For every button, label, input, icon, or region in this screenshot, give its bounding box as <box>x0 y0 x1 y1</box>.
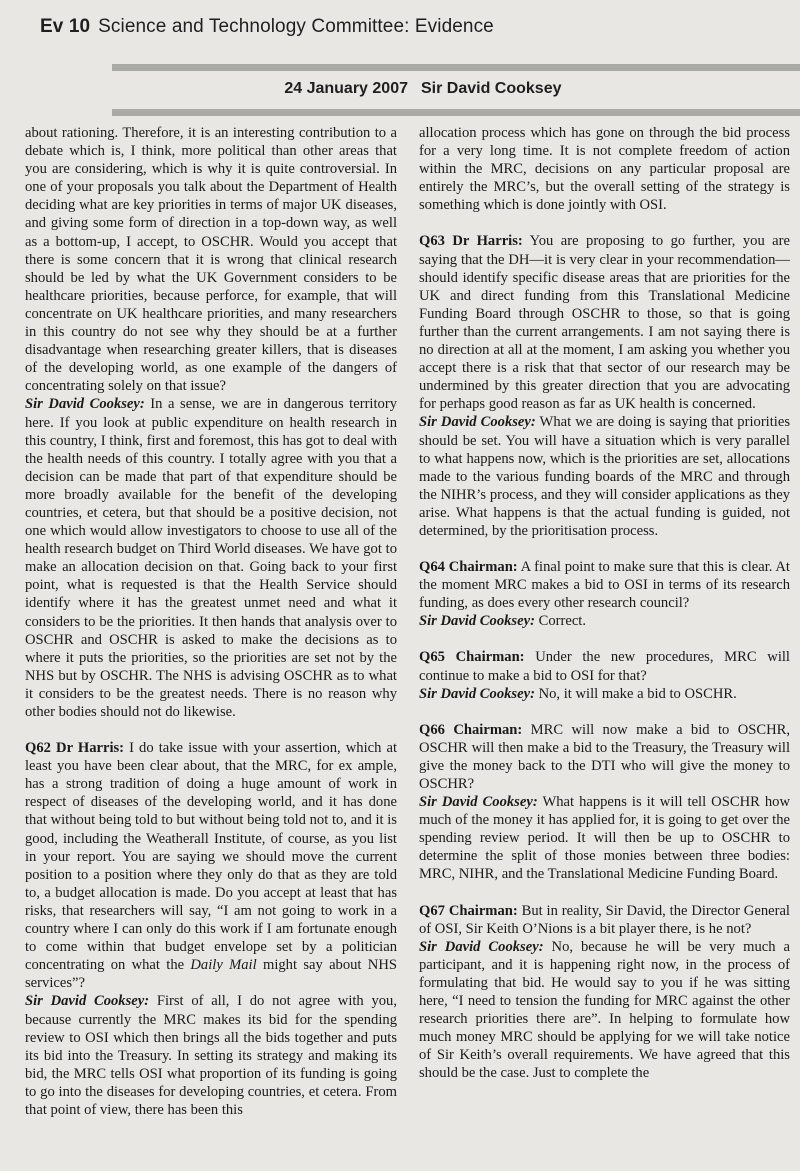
left-column <box>25 124 397 1119</box>
paragraph-text: allocation process which has gone on through the bid process for a very long time. It is not complete freedom of action within the MRC, decisions on any particular proposal are entirely the MRC’s, but the overall setting of the strategy is something which is done jointly with OSI. <box>419 125 790 214</box>
header-rule-bottom <box>112 109 800 116</box>
question-number: Q63 <box>419 233 445 250</box>
answer-paragraph <box>419 793 790 883</box>
speaker-name: Sir David Cooksey: <box>419 414 536 431</box>
answer-paragraph <box>25 992 397 1119</box>
question-number: Q67 <box>419 902 445 919</box>
paragraph-text: First of all, I do not agree with you, because currently the MRC makes its bid for the spending review to OSI which then brings all the bids together and puts its bid into the Treasury. In setting its strategy and making its bid, the MRC tells OSI what proportion of its funding is going to go into the diseases for developing countries, et cetera. From that point of view, there has been this <box>25 993 397 1118</box>
speaker-name: Sir David Cooksey: <box>25 993 150 1010</box>
paragraph-text: But in reality, Sir David, the Director General of OSI, Sir Keith O’Nions is a bit player there, is he not? <box>419 902 790 937</box>
paragraph-text: might say about NHS services”? <box>25 957 397 992</box>
newspaper-name: Daily Mail <box>190 957 257 974</box>
paragraph-text: about rationing. Therefore, it is an interesting contribution to a debate which is, I think, more political than other areas that you are considering, which is why it is quite controversial. In one of your proposals you talk about the Department of Health deciding what are key priorities in terms of major UK diseases, and giving some form of direction in a top-down way, as well as a bottom-up, I accept, to OSCHR. Would you accept that there is some concern that it is wrong that clinical research should be led by what the UK Government considers to be healthcare priorities, because perforce, for example, that will concentrate on UK healthcare priorities, and many researchers in this country do not see why they should be at a further disadvantage when researching greater killers, that is diseases of the developing world, as one example of the dangers of concentrating solely on that issue? <box>25 125 397 395</box>
paragraph-text: What happens is it will tell OSCHR how much of the money it has applied for, it is going to get over the spending review period. It will then be up to OSCHR to determine the split of those monies between three bodies: MRC, NIHR, and the Translational Medicine Funding Board. <box>419 794 790 883</box>
page-label: Ev 10 <box>40 16 91 37</box>
answer-paragraph <box>419 938 790 1083</box>
paragraph-text: Under the new procedures, MRC will continue to make a bid to OSI for that? <box>419 649 790 684</box>
question-number: Q66 <box>419 721 445 738</box>
header-rule-top <box>112 64 800 71</box>
question-number: Q64 <box>419 559 445 576</box>
continued-paragraph <box>25 124 397 395</box>
speaker-name: Sir David Cooksey: <box>419 794 538 811</box>
speaker-name: Sir David Cooksey: <box>419 613 535 630</box>
question-number: Q62 <box>25 740 51 757</box>
speaker-name: Sir David Cooksey: <box>419 938 544 955</box>
speaker-name: Chairman: <box>453 721 523 738</box>
session-date: 24 January 2007 <box>284 80 408 97</box>
paragraph-text: A final point to make sure that this is clear. At the moment MRC makes a bid to OSI in terms of its research funding, as does every other research council? <box>419 559 790 612</box>
speaker-name: Dr Harris: <box>452 233 523 250</box>
question-paragraph <box>419 558 790 612</box>
question-paragraph <box>419 232 790 413</box>
speaker-name: Chairman: <box>455 649 525 666</box>
answer-paragraph <box>419 413 790 540</box>
answer-paragraph <box>419 612 790 630</box>
publication-title: Science and Technology Committee: Evidence <box>98 16 494 37</box>
answer-paragraph <box>419 685 790 703</box>
question-paragraph <box>419 721 790 793</box>
running-head <box>40 16 494 38</box>
paragraph-text: What we are doing is saying that priorities should be set. You will have a situation which is very parallel to what happens now, which is the priorities are set, allocations made to the various funding boards of the MRC and through the NIHR’s process, and they will consider applications as they arise. What happens is that the actual funding is guided, not determined, by the prioritisation process. <box>419 414 790 539</box>
paragraph-text: No, it will make a bid to OSCHR. <box>534 685 737 702</box>
paragraph-text: I do take issue with your assertion, which at least you have been clear about, that the MRC, for ex ample, has a strong tradition of doing a huge amount of work in respect of diseases of the developing world, and it has done that without being told to but without being told not to, and it is good, including the Weatherall Institute, of course, as you list in your report. You are saying we should move the current position to a position where they only do that as they are told to, a budget allocation is made. Do you accept at least that has risks, that researchers will say, “I am not going to work in a country where I can only do this work if I am fortunate enough to come within that budget envelope set by a politician concentrating on what the <box>25 740 397 974</box>
paragraph-text: Correct. <box>534 613 586 630</box>
speaker-name: Dr Harris: <box>56 740 125 757</box>
witness-name: Sir David Cooksey <box>421 80 562 97</box>
speaker-name: Chairman: <box>448 902 518 919</box>
paragraph-text: MRC will now make a bid to OSCHR, OSCHR will then make a bid to the Treasury, the Treasury will give the money back to the DTI who will give the money to OSCHR? <box>419 721 790 792</box>
question-paragraph <box>419 648 790 684</box>
question-paragraph <box>419 902 790 938</box>
speaker-name: Sir David Cooksey: <box>419 685 535 702</box>
speaker-name: Sir David Cooksey: <box>25 396 145 413</box>
right-column <box>419 124 790 1083</box>
question-paragraph <box>25 739 397 992</box>
continued-paragraph <box>419 124 790 214</box>
paragraph-text: No, because he will be very much a participant, and it is happening right now, in the process of formulating that bid. He would say to you if he was sitting here, “I need to tension the funding for MRC against the other research priorities there are”. In helping to formulate how much money MRC should be applying for we will take notice of Sir Keith’s overall requirements. We have agreed that this should be the case. Just to complete the <box>419 938 790 1082</box>
question-number: Q65 <box>419 649 445 666</box>
paragraph-text: In a sense, we are in dangerous territory here. If you look at public expenditure on health research in this country, I think, first and foremost, this has got to deal with the health needs of this country. I totally agree with you that a decision can be made that part of that expenditure should be more broadly available for the benefit of the developing countries, et cetera, but that should be a positive decision, not one which would allow investigators to choose to use all of the health research budget on Third World diseases. We have got to make an allocation decision on that. Going back to your first point, what is requested is that the Health Service should identify where it has the greatest unmet need and what it considers to be the priorities. It then hands that analysis over to OSCHR and OSCHR is asked to make the decisions as to where it puts the priorities, so the priorities are set not by the NHS but by OSCHR. The NHS is advising OSCHR as to what it considers to be the greatest needs. There is no reason why other bodies should not do likewise. <box>25 396 397 720</box>
paragraph-text: You are proposing to go further, you are saying that the DH—it is very clear in your recommendation—should identify specific disease areas that are priorities for the UK and direct funding from this Translational Medicine Funding Board through OSCHR to those, so that is going further than the current arrangements. I am not saying there is no direction at all at the moment, I am asking you whether you accept there is a risk that that sector of our research may be undermined by this greater direction that you are advocating for perhaps good reason as far as UK health is concerned. <box>419 233 790 413</box>
answer-paragraph <box>25 395 397 721</box>
speaker-name: Chairman: <box>448 559 518 576</box>
